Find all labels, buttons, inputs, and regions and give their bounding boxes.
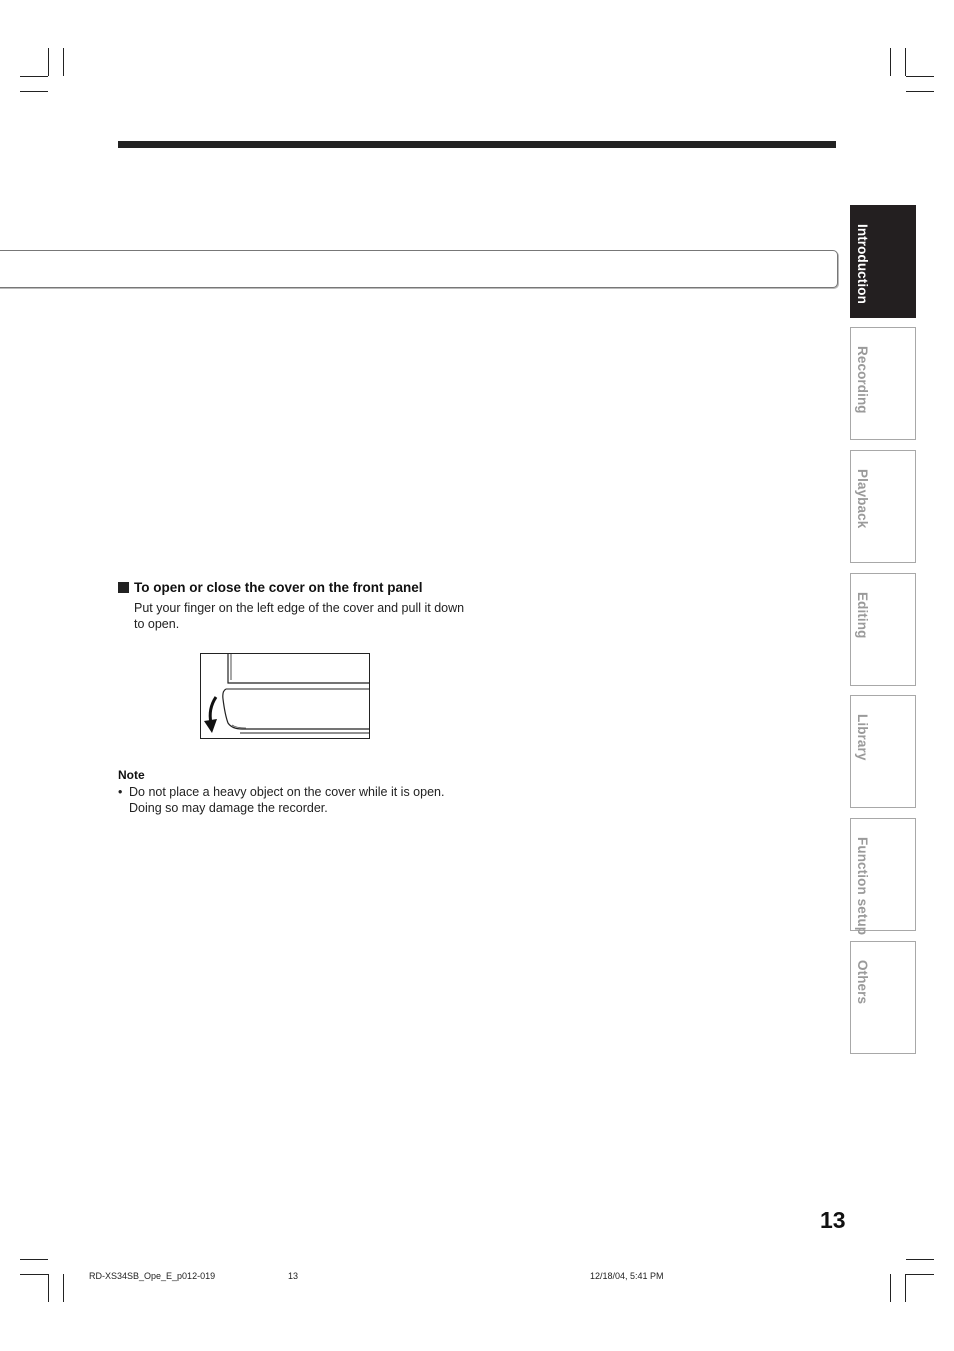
crop-mark (906, 1274, 934, 1275)
note-title: Note (118, 768, 145, 782)
footer-file: RD-XS34SB_Ope_E_p012-019 (89, 1271, 216, 1281)
crop-mark (20, 76, 48, 77)
tab-function-setup[interactable] (850, 818, 916, 936)
crop-mark (905, 48, 906, 76)
footer-timestamp: 12/18/04, 5:41 PM (590, 1271, 664, 1281)
note-item (118, 784, 458, 816)
crop-mark (63, 1274, 64, 1302)
tab-library[interactable] (850, 695, 916, 808)
crop-mark (20, 1274, 48, 1275)
tab-label: Others (855, 960, 870, 1005)
footer-page: 13 (288, 1271, 299, 1281)
crop-mark (20, 1259, 48, 1260)
crop-mark (906, 76, 934, 77)
note-text: Do not place a heavy object on the cover while it is open. Doing so may damage the recorder. (129, 785, 445, 815)
front-panel-cover-illustration (200, 653, 370, 739)
section-header-bar (0, 250, 838, 288)
tab-label: Function setup (855, 837, 870, 936)
tab-label: Editing (855, 592, 870, 639)
crop-mark (890, 48, 891, 76)
tab-label: Introduction (855, 224, 870, 304)
crop-mark (48, 48, 49, 76)
tab-others[interactable] (850, 941, 916, 1054)
tab-label: Library (855, 714, 870, 761)
crop-mark (48, 1274, 49, 1302)
tab-editing[interactable] (850, 573, 916, 686)
section-heading-text: To open or close the cover on the front panel (134, 580, 423, 595)
crop-mark (63, 48, 64, 76)
tab-playback[interactable] (850, 450, 916, 563)
cover-illustration-svg (200, 653, 370, 739)
section-heading (118, 580, 423, 595)
tab-label: Playback (855, 469, 870, 529)
crop-mark (906, 91, 934, 92)
tab-label: Recording (855, 346, 870, 414)
square-bullet-icon (118, 582, 129, 593)
page-number: 13 (820, 1207, 846, 1233)
crop-mark (890, 1274, 891, 1302)
bullet-icon: • (118, 785, 123, 799)
crop-mark (20, 91, 48, 92)
section-body: Put your finger on the left edge of the cover and pull it down to open. (134, 601, 465, 631)
tab-recording[interactable] (850, 327, 916, 440)
top-rule (118, 141, 836, 148)
crop-mark (906, 1259, 934, 1260)
tab-introduction[interactable] (850, 205, 916, 318)
crop-mark (905, 1274, 906, 1302)
